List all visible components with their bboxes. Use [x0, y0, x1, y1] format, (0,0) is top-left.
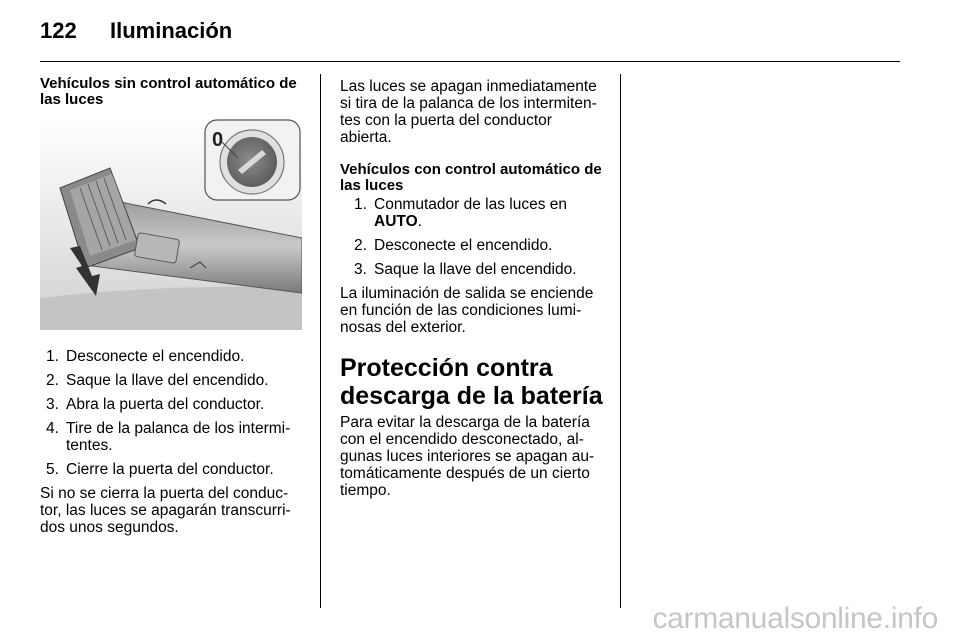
column-divider — [620, 74, 621, 608]
subheading-no-auto: Vehículos sin control automático de las luces — [40, 75, 297, 108]
battery-paragraph: Para evitar la descarga de la batería con el encendido desconectado, al-gunas luces interiores se apagan au-tomáticamente después de un cierto tiempo. — [340, 414, 595, 499]
list-item: 4. Tire de la palanca de los intermi-tentes. — [46, 420, 291, 454]
steps-no-auto — [40, 348, 304, 478]
key-position-label: 0 — [212, 129, 224, 151]
page-header — [40, 18, 900, 62]
column-divider — [320, 74, 321, 608]
list-item: 2. Desconecte el encendido. — [354, 237, 553, 254]
left-column — [40, 76, 304, 536]
list-item: 5. Cierre la puerta del conductor. — [46, 461, 274, 478]
watermark: carmanualsonline.info — [652, 602, 938, 635]
steps-auto — [340, 196, 606, 278]
lever-illustration-svg — [40, 118, 302, 330]
chapter-title: Iluminación — [110, 18, 233, 43]
section-heading: Protección contra descarga de la batería — [340, 354, 603, 410]
exit-lighting-paragraph: La iluminación de salida se enciende en función de las condiciones lumi-nosas del exterior. — [340, 285, 594, 336]
intro-paragraph: Las luces se apagan inmediatamente si tira de la palanca de los intermiten-tes con la puerta del conductor abierta. — [340, 78, 597, 146]
subheading-auto: Vehículos con control automático de las luces — [340, 161, 602, 194]
middle-column — [340, 78, 606, 499]
auto-mode-label: AUTO — [374, 213, 418, 230]
list-item: 1. Conmutador de las luces en AUTO. — [354, 196, 568, 230]
lever-illustration — [40, 118, 302, 330]
list-item: 2. Saque la llave del encendido. — [46, 372, 269, 389]
list-item: 3. Abra la puerta del conductor. — [46, 396, 265, 413]
door-closing-paragraph: Si no se cierra la puerta del conduc-tor, las luces se apagarán transcurri-dos unos segundos. — [40, 485, 291, 536]
page-number: 122 — [40, 18, 77, 43]
list-item: 3. Saque la llave del encendido. — [354, 261, 577, 278]
list-item: 1. Desconecte el encendido. — [46, 348, 245, 365]
